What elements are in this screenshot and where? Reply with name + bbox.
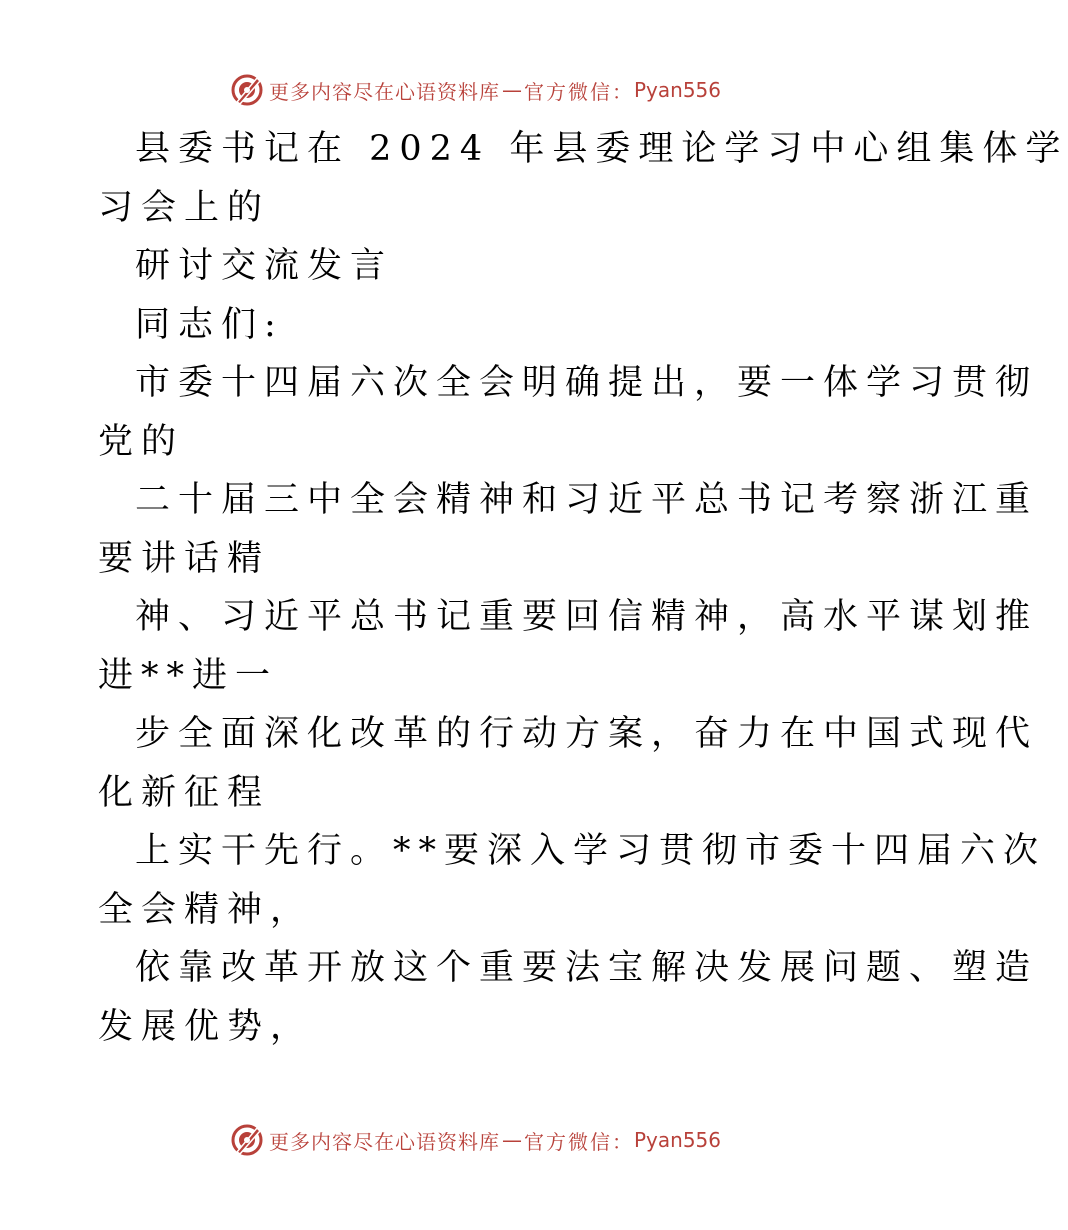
header-wechat-id: Pyan556	[633, 78, 721, 102]
document-line: 化新征程	[98, 772, 271, 813]
document-line: 全会精神，	[98, 889, 314, 930]
quill-logo-icon	[229, 72, 265, 108]
document-line: 党的	[98, 421, 185, 462]
footer-wechat-id: Pyan556	[633, 1128, 721, 1152]
footer-separator: —	[501, 1128, 522, 1152]
header-separator: —	[501, 78, 522, 102]
document-body	[98, 120, 1068, 1056]
header-watermark-banner	[0, 70, 950, 110]
document-line: 市委十四届六次全会明确提出，要一体学习贯彻	[135, 363, 1039, 403]
document-line: 上实干先行。**要深入学习贯彻市委十四届六次	[135, 831, 1047, 871]
document-line: 发展优势，	[98, 1006, 314, 1047]
header-brand-text: 更多内容尽在心语资料库	[268, 79, 500, 104]
document-line: 县委书记在 2024 年县委理论学习中心组集体学	[135, 129, 1068, 169]
document-line: 依靠改革开放这个重要法宝解决发展问题、塑造	[135, 948, 1039, 988]
document-line: 习会上的	[98, 187, 271, 228]
footer-watermark-banner	[0, 1120, 950, 1160]
document-line: 要讲话精	[98, 538, 271, 579]
document-line: 步全面深化改革的行动方案，奋力在中国式现代	[135, 714, 1039, 754]
document-line: 神、习近平总书记重要回信精神，高水平谋划推	[135, 597, 1039, 637]
document-line: 二十届三中全会精神和习近平总书记考察浙江重	[135, 480, 1039, 520]
document-line: 同志们:	[135, 304, 284, 345]
quill-logo-icon	[229, 1122, 265, 1158]
document-line: 进**进一	[98, 655, 279, 696]
footer-official-label: 官方微信：	[523, 1129, 634, 1154]
document-line: 研讨交流发言	[135, 246, 394, 286]
header-official-label: 官方微信：	[523, 79, 634, 104]
footer-brand-text: 更多内容尽在心语资料库	[268, 1129, 500, 1154]
